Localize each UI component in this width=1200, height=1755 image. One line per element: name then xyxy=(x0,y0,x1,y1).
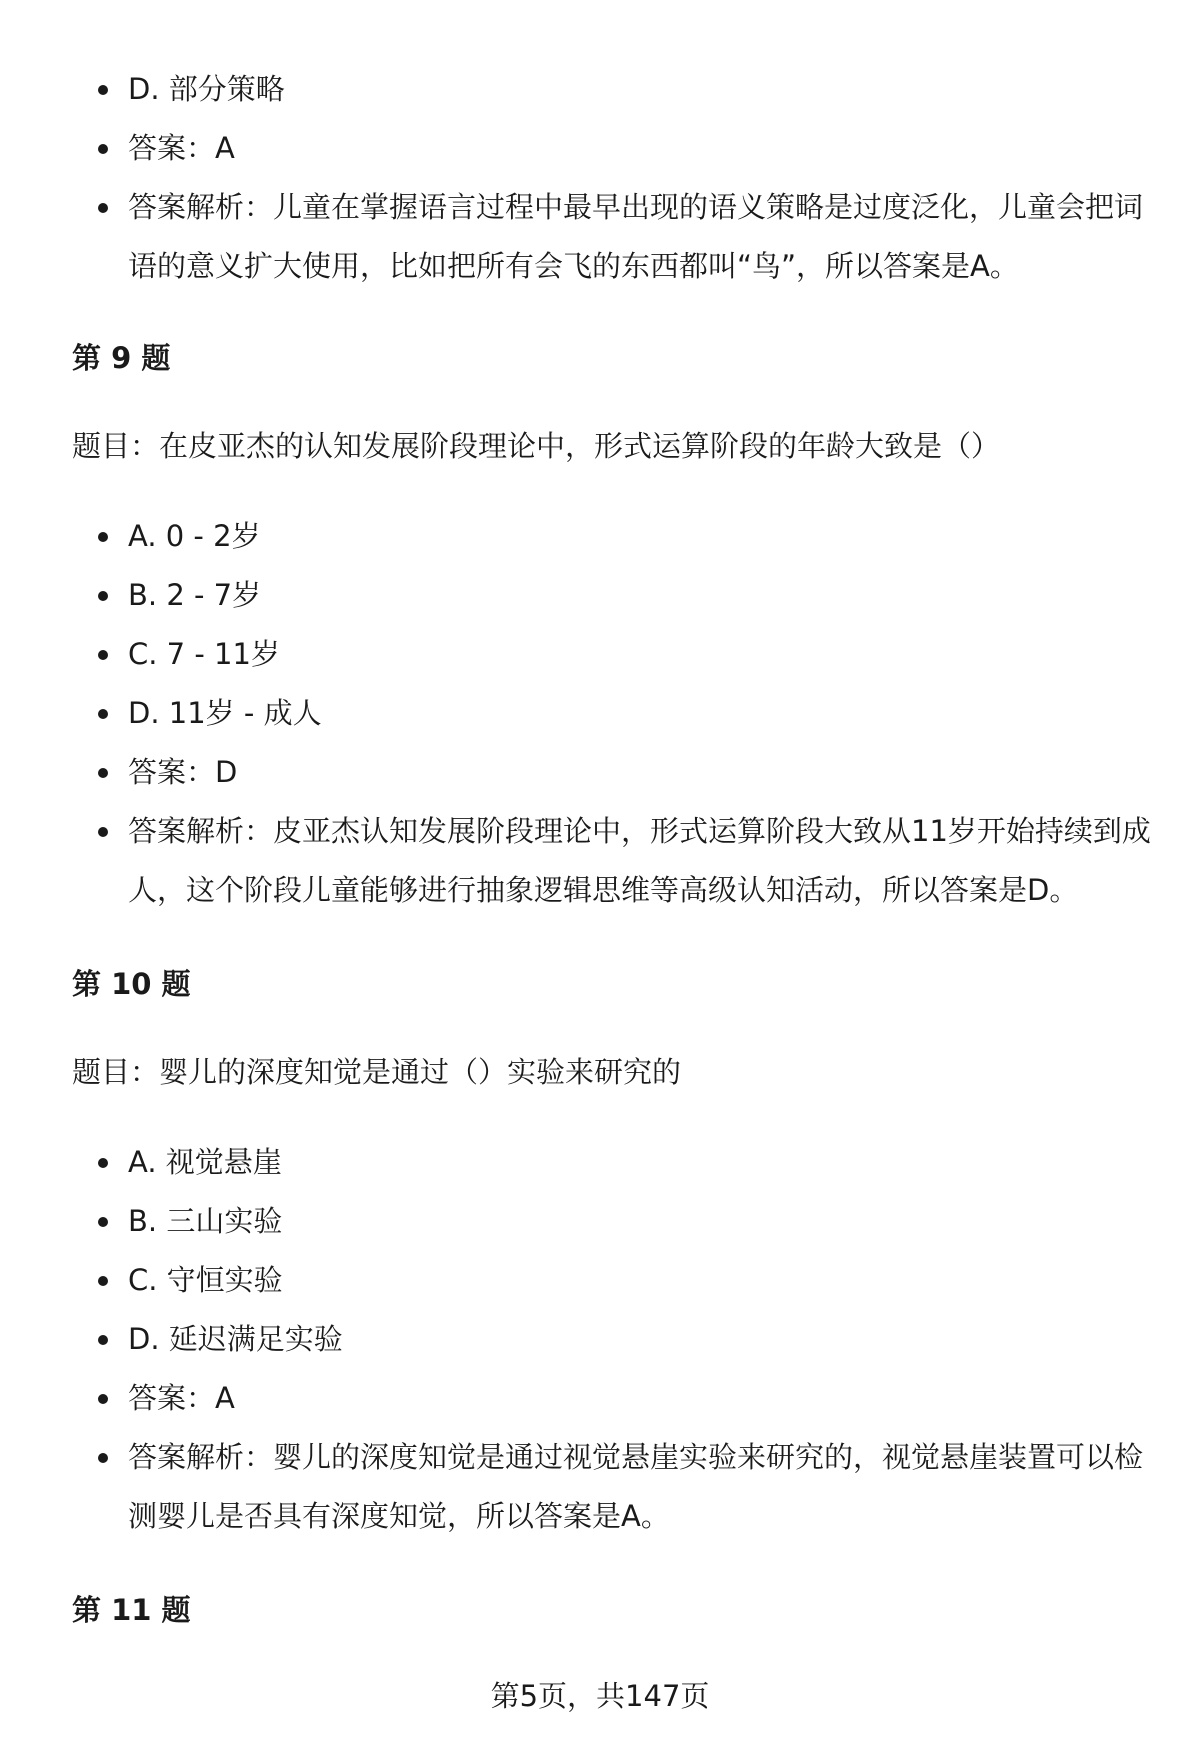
q9-option-a: A. 0 - 2岁 xyxy=(96,507,1156,566)
q8-options-list xyxy=(96,60,1156,296)
q8-explanation: 答案解析：儿童在掌握语言过程中最早出现的语义策略是过度泛化，儿童会把词语的意义扩大使用，比如把所有会飞的东西都叫“鸟”，所以答案是A。 xyxy=(96,178,1156,296)
q9-heading: 第 9 题 xyxy=(72,341,171,375)
q9-options-list xyxy=(96,507,1156,920)
q10-heading: 第 10 题 xyxy=(72,967,191,1001)
page-number-footer: 第5页，共147页 xyxy=(490,1679,710,1713)
q10-stem: 题目：婴儿的深度知觉是通过（）实验来研究的 xyxy=(72,1055,682,1089)
q10-explanation: 答案解析：婴儿的深度知觉是通过视觉悬崖实验来研究的，视觉悬崖装置可以检测婴儿是否具有深度知觉，所以答案是A。 xyxy=(96,1428,1156,1546)
q9-option-d: D. 11岁 - 成人 xyxy=(96,684,1156,743)
q10-option-c: C. 守恒实验 xyxy=(96,1251,1156,1310)
q9-explanation: 答案解析：皮亚杰认知发展阶段理论中，形式运算阶段大致从11岁开始持续到成人，这个阶段儿童能够进行抽象逻辑思维等高级认知活动，所以答案是D。 xyxy=(96,802,1156,920)
q9-option-c: C. 7 - 11岁 xyxy=(96,625,1156,684)
q9-answer: 答案：D xyxy=(96,743,1156,802)
q11-heading: 第 11 题 xyxy=(72,1593,191,1627)
q10-answer: 答案：A xyxy=(96,1369,1156,1428)
q10-option-d: D. 延迟满足实验 xyxy=(96,1310,1156,1369)
q8-option-d: D. 部分策略 xyxy=(96,60,1156,119)
q10-option-a: A. 视觉悬崖 xyxy=(96,1133,1156,1192)
q9-stem: 题目：在皮亚杰的认知发展阶段理论中，形式运算阶段的年龄大致是（） xyxy=(72,429,1001,463)
q8-answer: 答案：A xyxy=(96,119,1156,178)
q10-option-b: B. 三山实验 xyxy=(96,1192,1156,1251)
q9-option-b: B. 2 - 7岁 xyxy=(96,566,1156,625)
q10-options-list xyxy=(96,1133,1156,1546)
